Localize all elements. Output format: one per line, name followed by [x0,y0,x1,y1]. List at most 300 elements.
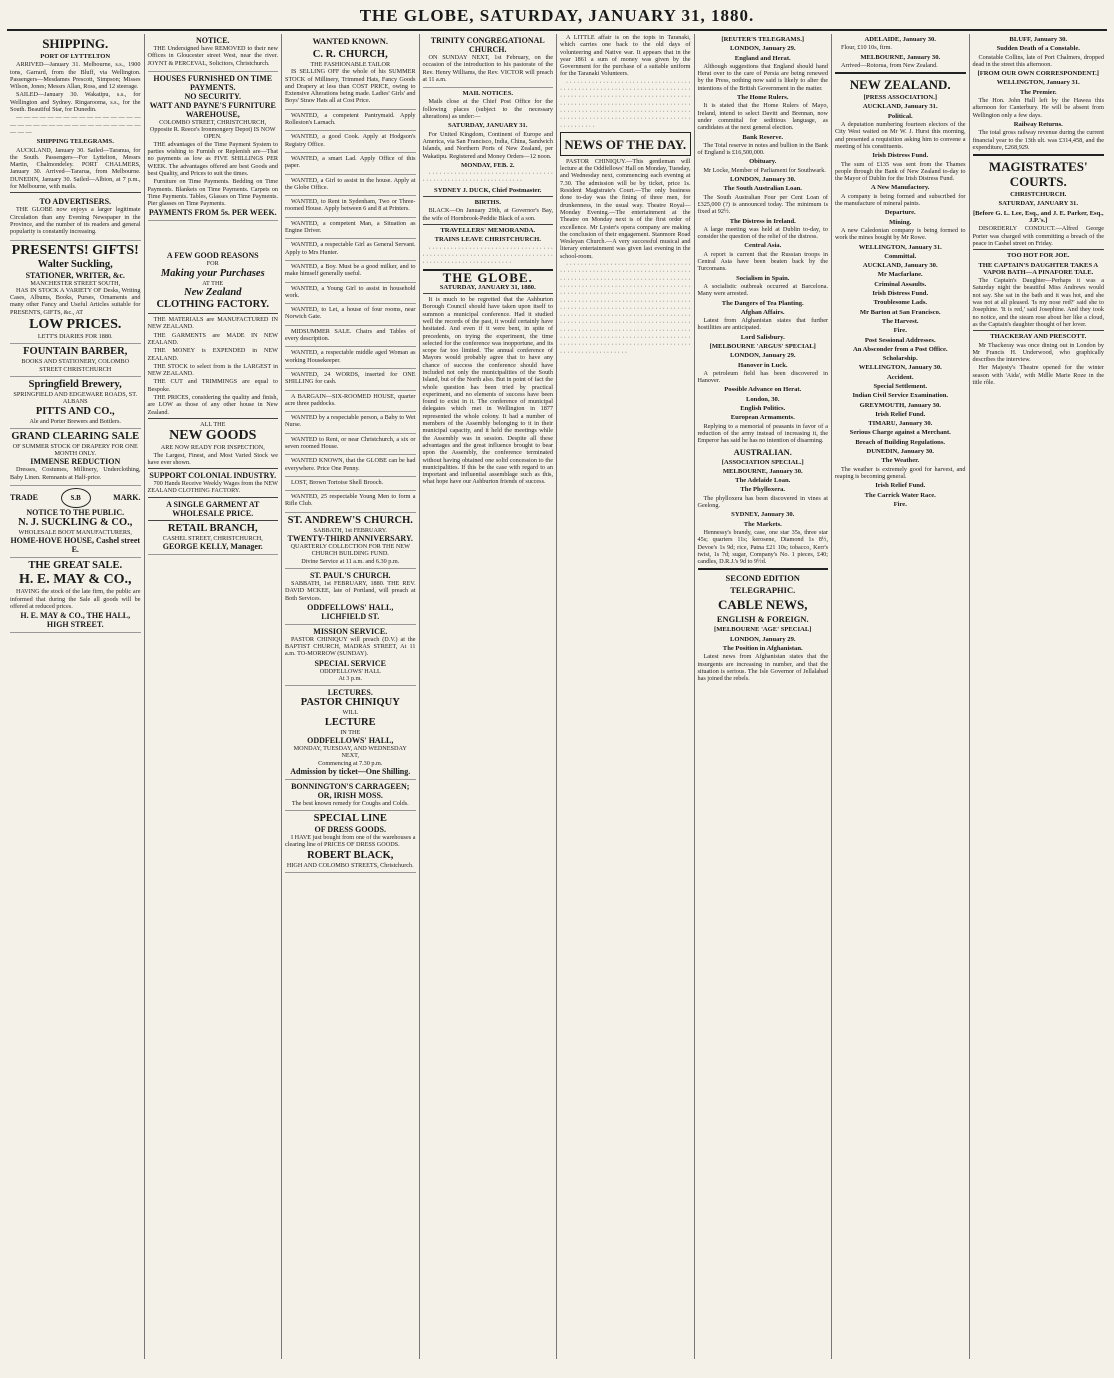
home-body: It is stated that the Home Rulers of Mayo, Ireland, intend to select Davitt and Brennan, now under committal for seditious language, as candidates at the next general election. [697,102,828,132]
st-andrews-title: ST. ANDREW'S CHURCH. [287,514,413,526]
story: The Captain's Daughter—Perhaps it was a Saturday night the beautiful Miss Andrews would not say. She sat in the bath and it was hot, and she was not at all pleased. 'Is my nose red?' said she to Josephine. 'It is red,' said Josephine. And they took no notice, and the steam rose about her like a cloud, as the Captain's daughter thought of her lover. [972,277,1104,328]
notice-body: THE Undersigned have REMOVED to their new Offices in Gloucester street West, near the river. JOYNT & PERCEVAL, Solicitors, Christchurch. [147,45,278,67]
hemay-footer: H. E. MAY & CO., THE HALL, HIGH STREET. [20,611,131,630]
st-pauls-body: SABBATH, 1st FEBRUARY, 1880. THE REV. DAVID MCKEE, late of Portland, will preach at Both Services. [285,579,416,602]
grand-sub: OF SUMMER STOCK OF DRAPERY FOR ONE MONTH ONLY. [12,442,138,458]
admission: Admission by ticket—One Shilling. [290,766,411,776]
wanted-ad [285,326,416,348]
column-5 [557,34,695,1359]
watt-title: WATT AND PAYNE'S FURNITURE WAREHOUSE, [149,100,276,119]
column-4 [420,34,558,1359]
lecture-days: MONDAY, TUESDAY, AND WEDNESDAY NEXT, [293,744,407,760]
lecture-hall: ODDFELLOWS' HALL, [307,735,394,745]
afghan-body: Latest from Afghanistan states that further hostilities are anticipated. [697,317,828,332]
nz-label: New Zealand [184,287,242,299]
bonnington-title: BONNINGTON'S CARRAGEEN; OR, IRISH MOSS. [291,781,410,800]
oddfellows-hall: ODDFELLOWS' HALL [319,667,381,675]
criminal: Criminal Assaults. [874,280,927,288]
divider [423,293,554,294]
sudden-body: Constable Collins, late of Port Chalmers, dropped dead in the street this afternoon. [972,53,1104,68]
trains: TRAINS LEAVE CHRISTCHURCH. [434,236,541,244]
christchurch: CHRISTCHURCH. [1010,191,1067,199]
column-1 [7,34,145,1359]
sudden: Sudden Death of a Constable. [996,45,1080,53]
divider [10,192,141,193]
notice-title: NOTICE. [195,36,230,45]
wanted-ad-text: WANTED, 25 respectable Young Men to form a Rifle Club. [285,493,416,508]
well-1: WELLINGTON, January 31. [858,243,942,251]
taranaki-para: A LITTLE affair is on the topis in Taranaki, which carries one back to the old days of volunteering and Native war. It appears that in the year 1861 a sum of money was given by the Government for the purchase of a suitable uniform for the Taranaki Volunteers. [560,34,691,78]
carrick: The Carrick Water Race. [864,491,936,499]
irish-relief-2: Irish Relief Fund. [875,482,926,490]
pitts-sub: Ale and Porter Brewers and Bottlers. [29,417,121,425]
special-service: SPECIAL SERVICE [314,658,387,668]
melb-1: MELBOURNE, January 30. [722,467,803,475]
magistrates: MAGISTRATES' COURTS. [988,159,1088,190]
travellers: TRAVELLERS' MEMORANDA. [440,226,536,234]
irish-body: The sum of £135 was sent from the Thames people through the Bank of New Zealand to-day to the Mayor of Dublin for the Irish Distress Fund. [835,160,966,183]
wanted-ad [285,153,416,175]
column-7 [832,34,970,1359]
springfield-sub: SPRINGFIELD AND EDGEWARE ROADS, ST. ALBANS [13,390,138,406]
trade-right: MARK. [113,493,141,503]
fire-2: Fire. [893,500,907,508]
second-edition: SECOND EDITION [725,573,800,584]
largest: The Largest, Finest, and Most Varied Stock we have ever shown. [147,451,278,466]
fountain-sub: BOOKS AND STATIONERY, COLOMBO STREET CHRISTCHURCH [21,358,130,373]
english-foreign: ENGLISH & FOREIGN. [716,614,809,625]
st-pauls-ad [285,569,416,625]
grand-reduction: IMMENSE REDUCTION [30,457,121,467]
wanted-ad-text: WANTED by a respectable person, a Baby to Wet Nurse. [285,414,416,429]
pinafore: THE CAPTAIN'S DAUGHTER TAKES A VAPOR BATH—A PINAFORE TALE. [978,261,1099,276]
trade-seal-icon: S.B [61,488,91,508]
mining: Mining. [889,218,912,226]
armaments: European Armaments. [730,414,795,422]
adelaide: ADELAIDE, January 30. [864,36,936,43]
column-3 [282,34,420,1359]
premier: The Premier. [1019,88,1057,96]
wanted-ad-text: WANTED, a respectable middle aged Woman as working Housekeeper. [285,349,416,364]
assoc: [ASSOCIATION SPECIAL.] [721,458,804,466]
australian: AUSTRALIAN. [733,446,792,457]
wanted-ad-text: A BARGAIN—SIX-ROOMED HOUSE, quarter acre three paddocks. [285,392,416,407]
great-sale: THE GREAT SALE. [28,560,123,572]
settlement: Special Settlement. [873,382,927,390]
manufactory: A New Manufactory. [871,184,930,192]
trinity-title: TRINITY CONGREGATIONAL CHURCH. [430,36,545,54]
troublesome: Troublesome Lads. [873,299,928,307]
presents-title: PRESENTS! GIFTS! [11,242,139,258]
politics: English Politics. [740,405,786,413]
departure: Departure. [884,209,916,217]
mail-monday: MONDAY, FEB. 2. [460,161,515,169]
argus: [MELBOURNE 'ARGUS' SPECIAL] [709,342,816,350]
low-prices: LOW PRICES. [29,317,122,333]
wanted-ad-text: WANTED to Rent, or near Christchurch, a six or seven roomed House. [285,435,416,450]
political-body: A deputation numbering fourteen electors of the City West waited on Mr W. J. Hurst this morning, and presented a requisition asking him to convene a meeting of his constituents. [835,121,966,150]
reuters: [REUTER'S TELEGRAMS.] [721,36,805,43]
mail-body: Mails close at the Chief Post Office for the following places (subject to the necessary alterations) as under:— [422,98,553,121]
ready: ARE NOW READY FOR INSPECTION, [160,444,265,452]
civil: Indian Civil Service Examination. [852,392,949,400]
no-security: NO SECURITY. [184,91,242,101]
wanted-ad [285,434,416,456]
markets-body: Hennessy's brandy, case, one star 35s, three star 45s; quarters 11s; kerosene, Diamond 1s 8½, Devoe's 1s 9d; rice, Patna £21 10s; tobacco, Kerr's twist, 1s 7d; sugar, Company's No. 1 pieces, £40; candles, D.R.J.'s 9d to 9½d. [697,528,828,566]
fountain-title: FOUNTAIN BARBER, [23,346,128,358]
wanted-ad-text: WANTED, a Young Girl to assist in household work. [285,284,416,299]
lectures-ad [285,686,416,779]
telegraphic: TELEGRAPHIC. [730,585,796,596]
church-ad [285,47,416,110]
irish-relief: Irish Relief Fund. [875,410,926,418]
masthead: THE GLOBE, SATURDAY, JANUARY 31, 1880. [7,4,1107,31]
nz-title: NEW ZEALAND. [849,77,951,93]
sailed: SAILED—January 30. Wakatipu, s.s., for Wellington and Sydney. Ringarooma, s.s., for the South. Beautiful Star, for Dunedin. [10,91,141,114]
removal-notice [148,34,279,72]
sydney-1: SYDNEY, January 30. [731,511,795,519]
barton: Mr Barton at San Francisco. [859,308,941,316]
london-5: LONDON, January 29. [729,635,796,643]
majesty: Her Majesty's Theatre opened for the winter season with 'Aida', with Mdlle Marie Roze in the title rôle. [972,364,1104,386]
grand-body: Dresses, Costumes, Millinery, Underclothing, Baby Linen. Remnants at Half-price. [10,466,141,481]
clothing-factory: CLOTHING FACTORY. [156,299,270,311]
bonnington-ad [285,780,416,811]
wanted-ad [285,391,416,413]
divider [148,520,279,521]
armaments-body: Replying to a memorial of peasants in favor of a reduction of the army instead of increasing it, the Emperor has said he has no intention of disarming. [697,422,828,445]
phylloxera-body: The phylloxera has been discovered in vines at Geelong. [697,494,828,510]
divider [148,497,279,498]
advertisers-title: TO ADVERTISERS. [39,197,112,207]
anniversary: TWENTY-THIRD ANNIVERSARY. [287,534,413,544]
st-andrews-ad [285,513,416,569]
tea: The Dangers of Tea Planting. [721,299,804,307]
special-line: SPECIAL LINE [313,813,387,825]
in-the: IN THE [340,728,361,736]
spain-body: A socialistic outbreak occurred at Barcelona. Many were arrested. [697,282,828,298]
position-body: Latest news from Afghanistan states that the insurgents are increasing in number, and that the situation is serious. The Isle Governor of Jellalabad has joined the rebels. [697,653,828,683]
argus-2: [MELBOURNE 'AGE' SPECIAL] [714,626,812,634]
services: Divine Service at 11 a.m. and 6.30 p.m. [301,557,400,565]
payments: PAYMENTS FROM 5s. PER WEEK. [148,208,277,218]
london-4: London, 30. [745,395,780,403]
divider [148,468,279,469]
columns [7,34,1107,1359]
watt-sub: COLOMBO STREET, CHRISTCHURCH, Opposite R. Reece's Ironmongery Depot) IS NOW OPEN. [149,118,276,141]
dress-goods-ad [285,811,416,873]
dunedin: DUNEDIN, January 30. [866,448,934,456]
wanted-ad-text: WANTED, 24 WORDS, inserted for ONE SHILLING for cash. [285,370,416,386]
news-box [560,132,691,156]
possessions: Post Sessional Addresses. [864,336,936,344]
phylloxera: The Phylloxera. [740,486,786,494]
reason-materials: THE MATERIALS are MANUFACTURED IN NEW ZEALAND. [147,316,278,331]
suckling-name: Walter Suckling, [37,258,113,270]
wanted-ad [285,369,416,391]
obituary-body: Mr Locke, Member of Parliament for Southwark. [703,166,826,174]
column-2 [145,34,283,1359]
making-purchases: Making your Purchases [160,267,265,279]
weather: The Weather. [881,457,920,465]
grand-sale-ad [10,429,141,486]
quarterly: QUARTERLY COLLECTION FOR THE NEW CHURCH BUILDING FUND. [290,543,410,558]
wanted-ad [285,218,416,240]
divider [148,418,279,419]
pastor: PASTOR CHINIQUY [300,697,400,709]
manufactory-body: A company is being formed and subscribed for the manufacture of mineral paints. [835,192,966,208]
auck-2: AUCKLAND, January 30. [862,262,938,270]
watt-payne-ad [148,72,279,222]
greymouth: GREYMOUTH, January 30. [859,401,941,409]
central-asia: Central Asia. [744,242,782,250]
reason-cut: THE CUT and TRIMMINGS are equal to Bespoke. [147,378,278,393]
will: WILL [342,709,358,717]
fire: Fire. [893,327,907,335]
reason-stock: THE STOCK to select from is the LARGEST in NEW ZEALAND. [147,362,278,378]
afghan: Afghan Affairs. [740,308,785,316]
robert-black: ROBERT BLACK, [307,849,394,861]
home-rulers: The Home Rulers. [737,94,789,102]
wanted-ad-text: WANTED, a smart Lad. Apply Office of this paper. [285,154,416,170]
telegrams-title: SHIPPING TELEGRAMS. [36,138,114,146]
column-6 [695,34,833,1359]
wanted-ad-text: WANTED, a good Cook. Apply at Hodgson's Registry Office. [285,133,416,148]
advertisers-notice [10,195,141,240]
wanted-ad-text: WANTED, a competent Man, a Situation as Engine Driver. [285,219,416,235]
reason-prices: THE PRICES, considering the quality and finish, are LOW as those of any other house in New Zealand. [147,394,278,416]
mail-filler: · · · · · · · · · · · · · · · · · · · · · · · · · · · · · · · · · · · · · · · · · · · · · · · · · · · · · · · · · · · · · · [422,170,553,185]
nj-sub: WHOLESALE BOOT MANUFACTURERS, [18,528,132,536]
markets: The Markets. [743,520,782,528]
shipping-title: SHIPPING. [42,36,109,51]
salisbury: Lord Salisbury. [740,333,785,341]
shipping-filler: — — — — — — — — — — — — — — — — — — — — — — — — — — — — — — — — — — — — [10,114,141,136]
wanted-list [285,110,416,513]
pitts-title: PITTS AND CO., [35,405,115,417]
divider [973,154,1105,156]
births: BLACK—On January 29th, at Governor's Bay, the wife of Hornbrook-Peddie Black of a son. [422,207,553,222]
suckling-addr: MANCHESTER STREET SOUTH, [30,279,121,287]
wanted-ad [285,196,416,218]
retail-addr: CASHEL STREET, CHRISTCHURCH, [162,534,263,542]
church-body: IS SELLING OFF the whole of his SUMMER STOCK of Millinery, Trimmed Hats, Fancy Goods and Drapery at less than COST PRICE, owing to Extensive Alterations being made. Ladies' Girls' and Boys' Straw Hats all at Cost Price. [285,68,416,105]
position: The Position in Afghanistan. [722,645,803,652]
col5-filler-1: · · · · · · · · · · · · · · · · · · · · · · · · · · · · · · · · · · · · · · · · · · · · · · · · · · · · · · · · · · · · · · · · · · · · · · · · · · · · · · · · · · · · · · · · · · · · · · · · · · · · · · · · · · · · · · · · · · · · · · · · · · · · · · · · · · · · · · · · · · · · · · · · · · · · · · · · · · · · · · · · · · · · · · · · · · · · · · · · · · · · · · · · · · · · · · · · · · · · · · · · · · · · · · · · · · · · · · · · · · · · · · · · [560,78,691,130]
wanted-ad [285,175,416,197]
bank-reserve: Bank Reserve. [742,133,784,141]
lectures-title: LECTURES. [327,688,373,698]
retail-branch: RETAIL BRANCH, [167,522,258,534]
presents-ad [10,241,141,345]
wanted-ad-text: WANTED, a respectable Girl as General Servant. Apply to Mrs Hunter. [285,241,416,256]
springfield-ad [10,377,141,429]
mining-body: A new Caledonian company is being formed to work the mines bought by Mr Rowe. [835,226,966,242]
arrivals: ARRIVED—January 31. Melbourne, s.s., 1900 tons, Garrard, from the Bluff, via Wellington. Passengers—Mesdames Prescott, Simpson; Misses Wilson, Jones; Messrs Allan, Ross, and 12 steerage. [10,61,141,91]
diaries: LETT'S DIARIES FOR 1880. [37,333,113,341]
accident: Accident. [886,373,914,381]
wanted-ad [285,261,416,283]
adelaide-loan: The Adelaide Loan. [735,477,791,485]
reasons-for: FOR [206,260,219,268]
globe-title: THE GLOBE. [442,270,533,286]
home-house: HOME-HOVE HOUSE, Cashel street E. [10,536,141,555]
grand-title: GRAND CLEARING SALE [11,430,140,442]
possible: Possible Advance on Herat. [724,386,802,394]
clothing-factory-ad [148,221,279,555]
obituary: Obituary. [749,158,777,166]
press-assoc: [PRESS ASSOCIATION.] [863,94,938,102]
wanted-ad [285,283,416,305]
new-goods: NEW GOODS [169,428,257,444]
harvest: The Harvest. [881,317,919,325]
wanted-ad [285,491,416,513]
wanted-ad-text: WANTED, a Girl to assist in the house. Apply at the Globe Office. [285,176,416,191]
advertisers-body: THE GLOBE now enjoys a larger legitimate Circulation than any Evening Newspaper in the Province, and the number of its readers and general popularity is constantly increasing. [10,206,141,236]
thackeray-body: Mr Thackeray was once dining out in London by Mr Francis H. Underwood, who graphically describes the interview. [972,341,1104,364]
notice-public: NOTICE TO THE PUBLIC. [26,507,125,517]
hemay-title: H. E. MAY & CO., [18,572,132,588]
bank-body: The Total reserve in notes and bullion in the Bank of England is £16,500,000. [697,141,828,157]
spain: Socialism in Spain. [736,274,790,282]
irish-title: Irish Distress Fund. [872,152,929,160]
trinity-body: ON SUNDAY NEXT, 1st February, on the occasion of the introduction to his pastorate of the Rev. Henry Williams, the Rev. VICTOR will preach at 11 a.m. [422,54,553,83]
wanted-ad-text: WANTED, a Boy. Must be a good milker, and to make himself generally useful. [285,262,416,278]
nj-suckling: N. J. SUCKLING & CO., [18,516,133,528]
dress-goods: OF DRESS GOODS. [314,825,386,835]
guarantee: A SINGLE GARMENT AT WHOLESALE PRICE. [166,499,260,518]
railway: Railway Returns. [1013,120,1063,128]
church-title: C. R. CHURCH, [312,49,388,60]
london-1: LONDON, January 29. [729,45,796,53]
wanted-ad [285,304,416,326]
wanted-ad [285,239,416,261]
reason-money: THE MONEY is EXPENDED in NEW ZEALAND. [147,347,278,362]
flour: Flour, £10 10s, firm. [841,44,892,52]
robert-black-sub: HIGH AND COLOMBO STREETS, Christchurch. [286,861,414,869]
wanted-ad-text: LOST, Brown Tortoise Shell Brooch. [291,478,384,486]
retail-mgr: GEORGE KELLY, Manager. [162,541,263,551]
committal: Committal. [884,252,917,260]
wanted-ad [285,110,416,132]
trains-filler: · · · · · · · · · · · · · · · · · · · · · · · · · · · · · · · · · · · · · · · · · · · · · · · · · · · · · · · · · · · · · · · · · · · · · · · · · · · · · · · · · · · · · · · · · · · · · · · [422,244,553,267]
premier-body: The Hon. John Hall left by the Hawea this afternoon for Canterbury. He will be absent from Wellington only a few days. [972,97,1104,119]
editorial: It is much to be regretted that the Ashburton Borough Council should have taken upon itself to summon a municipal conference. Had it studied well the records of the past, it would certainly have hesitated. And even if it were bent, in spite of precedents, on trying the experiment, the time selected for the conference was inopportune, and its scope far too limited. The annual conference of Mayors would probably agree that to have any chance of success the conference should have included not only the municipalities of the South Island, but of the North also. But in point of fact the whole question has been tried by practical experiment, and no elements of success have been found to exist in it. The conference of municipal delegates which met in Wellington in 1877 represented the whole colony. It had a number of members of the Assembly belonging to it in their municipal capacity, and it held the meetings while the Assembly was in session. Despite all these advantages and the great influence brought to bear upon the Assembly, the conference terminated without having obtained one solid concession to the municipalities. If this be the case with regard to an important and influential assemblage such as this, what hope have our Ashburton friends of success. [422,296,553,486]
hemay-body: HAVING the stock of the late firm, the public are informed that during the Sale all goods will be offered at reduced prices. [10,588,141,610]
correspondent: [FROM OUR OWN CORRESPONDENT.] [977,70,1099,78]
suckling-body: HAS IN STOCK A VARIETY OF Desks, Writing Cases, Albums, Books, Purses, Ornaments and many other Fancy and Useful Articles suitable for PRESENTS, GIFTS, &c., AT [10,286,141,316]
bonnington-body: The best known remedy for Coughs and Colds. [291,799,409,807]
houses-title: HOUSES FURNISHED ON TIME PAYMENTS. [153,73,273,92]
weather-body: The weather is extremely good for harvest, and reaping is becoming general. [835,465,966,480]
london-3: LONDON, January 29. [729,352,796,360]
thackeray: THACKERAY AND PRESCOTT. [990,333,1087,341]
trinity-ad [423,34,554,88]
irish-fund: Irish Distress Fund. [872,290,929,298]
wanted-ad-text: WANTED, to Let, a house of four rooms, near Norwich Gate. [285,306,416,321]
wanted-ad-text: MIDSUMMER SALE. Chairs and Tables of every description. [285,327,416,343]
london-2: LONDON, January 30. [729,176,796,184]
england-herat: England and Herat. [734,54,791,62]
wanted-title: WANTED KNOWN. [312,36,389,46]
railway-body: The total gross railway revenue during the current financial year to the 13th ult. was £314,458, and the expenditure, £268,929. [972,129,1104,151]
lecture: LECTURE [324,716,376,728]
wanted-ad [285,131,416,153]
trade-mark-row [10,488,141,508]
springfield-title: Springfield Brewery, [28,378,122,390]
sa-body: The South Australian Four per Cent Loan of £325,000 (?) is announced today. The minimum is fixed at 92½. [697,193,828,216]
auck-1: AUCKLAND, January 31. [862,103,938,111]
divider [148,313,279,314]
central-body: A report is current that the Russian troops in Central Asia have been beaten back by the Turcomans. [697,250,828,273]
divider [835,72,966,74]
church-sub: THE FASHIONABLE TAILOR [310,61,391,68]
wanted-ad [285,347,416,369]
political: Political. [887,112,913,120]
magistrate-date: SATURDAY, JANUARY 31. [998,200,1078,208]
distress-body: A large meeting was held at Dublin to-day, to consider the question of the relief of the distress. [697,225,828,241]
too-hot: TOO HOT FOR JOE. [1007,252,1070,260]
watt-body: THE advantages of the Time Payment System to parties wishing to Furnish or Replenish are—That no payments as low as FIVE SHILLINGS PER WEEK. The advantages offered are best Goods and best Quality, and Prices to suit the times. [147,140,278,177]
newspaper-page [7,4,1107,1366]
births-title: BIRTHS. [474,199,501,207]
reasons-title: A FEW GOOD REASONS [166,251,259,261]
well-2: WELLINGTON, January 30. [858,364,942,372]
reason-garments: THE GARMENTS are MADE IN NEW ZEALAND. [147,331,278,346]
sa-loan: The South Australian Loan. [723,185,802,193]
hanover: Hanover in Luck. [737,361,788,369]
fountain-ad [10,344,141,377]
divider [973,249,1105,250]
news-body: PASTOR CHINIQUY.—This gentleman will lecture at the Oddfellows' Hall on Monday, Tuesday, and Wednesday next, commencing each evening at 7.30. The admission will be by ticket, price 1s. Resident Magistrate's Court.—The only business done to-day was the fining of three men, for drunkenness, in the usual way. Theatre Royal—Monday Evening.—The entertainment at the Theatre on Monday next is of the first order of excellence. Mr Lyster's opera company are making the conclusion of their engagement. Stanmore Road Wesleyan Church.—A very successful musical and literary entertainment was given last evening in the school-room. [560,157,691,260]
shipping-telegrams: AUCKLAND, January 30. Sailed—Taranua, for the South. Passengers—For Lyttelton, Messrs Martin, Chalmondeley. PORT CHALMERS, January 30. Arrived—Tararua, from Melbourne. DUNEDIN, January 30. Sailed—Albion, at 7 p.m., for Melbourne, with mails. [10,146,141,191]
watt-list: Furniture on Time Payments. Bedding on Time Payments. Blankets on Time Payments. Carpets on Time Payments. Tables, Glasses on Time Payments. Pier glasses on Time Payments. [147,178,278,208]
disorderly: DISORDERLY CONDUCT.—Alfred George Porter was charged with committing a breach of the peace in Cashel street on Friday. [972,225,1104,247]
mission-ad [285,625,416,686]
wanted-ad-text: WANTED, a competent Pantrymaid. Apply Rolleston's Larnach. [285,111,416,127]
suckling-co-ad [10,486,141,558]
wanted-ad-text: WANTED, to Rent in Sydenham, Two or Three-roomed House. Apply between 6 and 8 at Printers. [285,198,416,213]
wanted-ad [285,412,416,434]
england-body: Although suggestions that England should hand Herat over to the care of Persia are being renewed by the Press, nothing now said is likely to alter the intentions of the British Government in the matter. [697,62,828,92]
well-3: WELLINGTON, January 31. [996,79,1080,87]
divider [698,568,829,570]
duck: SYDNEY J. DUCK, Chief Postmaster. [434,186,542,194]
melb-2: MELBOURNE, January 30. [860,53,941,61]
mission-body: PASTOR CHINIQUY will preach (D.V.) at the BAPTIST CHURCH, MADRAS STREET, At 11 a.m. TO-MORROW (SUNDAY). [285,635,416,658]
charge: Serious Charge against a Merchant. [849,429,951,437]
cable-news: CABLE NEWS, [717,597,808,613]
wanted-ad-text: WANTED KNOWN, that the GLOBE can be had everywhere. Price One Penny. [285,457,416,472]
timaru: TIMARU, January 30. [868,420,933,428]
breach: Breach of Building Regulations. [855,438,946,446]
mail-day: SATURDAY, JANUARY 31. [447,122,528,130]
distress: The Distress in Ireland. [729,217,796,225]
mail-list: For United Kingdom, Continent of Europe and America, via San Francisco, India, China, Sandwich Islands, and Northern Ports of New Zealand, per Wakatipu. Registered and Money Orders—12 noon. [422,130,553,160]
dress-body: I HAVE just bought from one of the warehouses a clearing line of PRICES OF DRESS GOODS. [285,834,416,849]
oddfellows: ODDFELLOWS' HALL, LICHFIELD ST. [307,602,394,621]
divider [423,196,554,197]
wanted-ad [285,455,416,477]
mail-title: MAIL NOTICES. [462,90,514,98]
suckling-sub: STATIONER, WRITER, &c. [25,270,125,280]
port-title: PORT OF LYTTELTON [40,53,111,60]
all-the: ALL THE [200,420,226,428]
column-8 [970,34,1108,1359]
lecture-commencing: Commencing at 7.30 p.m. [318,759,383,767]
col5-filler-2: · · · · · · · · · · · · · · · · · · · · · · · · · · · · · · · · · · · · · · · · · · · · · · · · · · · · · · · · · · · · · · · · · · · · · · · · · · · · · · · · · · · · · · · · · · · · · · · · · · · · · · · · · · · · · · · · · · · · · · · · · · · · · · · · · · · · · · · · · · · · · · · · · · · · · · · · · · · · · · · · · · · · · · · · · · · · · · · · · · · · · · · · · · · · · · · · · · · · · · · · · · · · · · · · · · · · · · · · · · · · · · · · · · · · · · · · · · · · · · · · · · · · · · · · · · · · · · · · · · · · · · · · · · · · · · · · · · · · · · · · · · · · · · · · · · · · · · · · · · · · · · · · · · · · · · · · · · · · · · · · · · · · · · · · · · · · · · · · · · · · · · · · · · · · · · · · · · · · · · · · · · · · · · · · · · · · · · · · · · · · · · · · · · · · · · · · · · · · · · · · · · · · · · · · · · · · · · · · · · · · · · · · · · · · · · · · · · · · · · · · · · · · · · · · · [560,261,691,356]
wanted-ad [285,477,416,491]
